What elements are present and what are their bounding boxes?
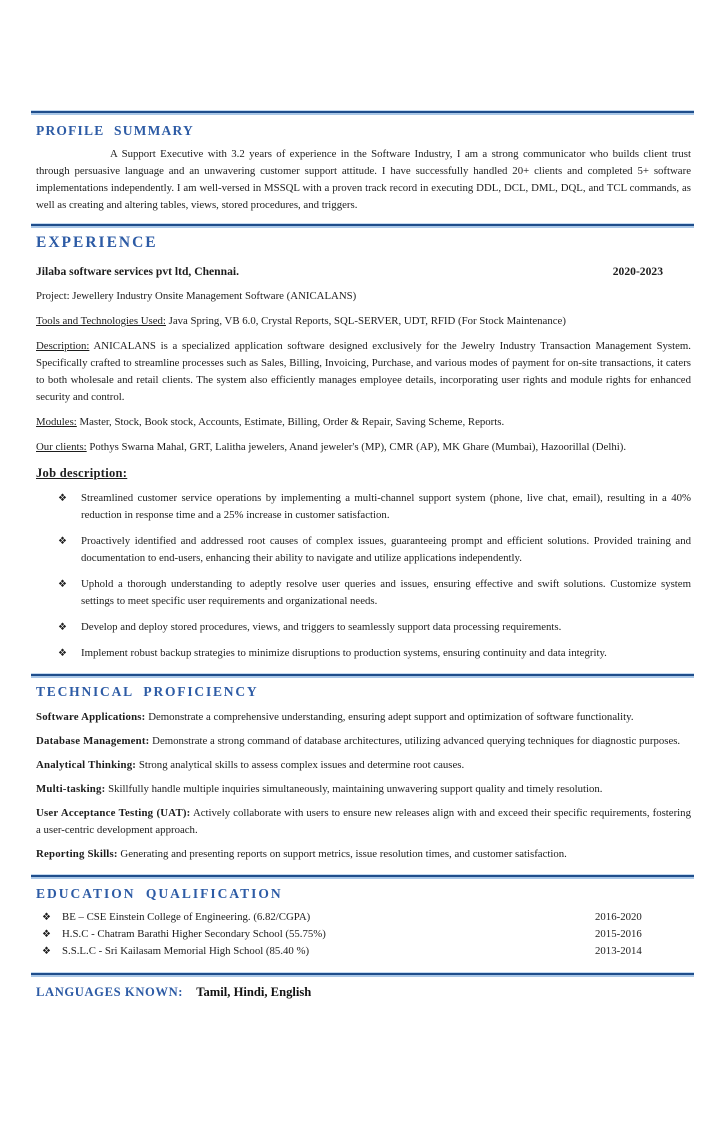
tech-item-text: Demonstrate a comprehensive understanding, ensuring adept support and optimization of software functionality. — [148, 711, 634, 723]
diamond-bullet-icon: ❖ — [42, 929, 51, 940]
table-row — [36, 926, 691, 943]
diamond-bullet-icon: ❖ — [42, 946, 51, 957]
tech-item-text: Demonstrate a strong command of database architectures, utilizing advanced querying techniques for diagnostic purposes. — [152, 735, 681, 747]
section-divider — [31, 973, 694, 975]
education-qualification-heading: EDUCATION QUALIFICATION — [36, 886, 283, 901]
job-description-list — [36, 490, 691, 662]
section-divider — [31, 224, 694, 226]
diamond-bullet-icon: ❖ — [58, 493, 67, 504]
section-divider — [31, 674, 694, 676]
tech-item-label: Database Management: — [36, 735, 150, 747]
tech-item-label: Software Applications: — [36, 711, 146, 723]
clients-line — [36, 439, 691, 456]
profile-summary-heading: PROFILE SUMMARY — [36, 123, 194, 138]
languages-known-label: LANGUAGES KNOWN: — [36, 985, 184, 999]
diamond-bullet-icon: ❖ — [58, 536, 67, 547]
section-divider — [31, 875, 694, 877]
diamond-bullet-icon: ❖ — [58, 648, 67, 659]
education-degree: BE – CSE Einstein College of Engineering. (6.82/CGPA) — [62, 911, 311, 923]
description-label: Description: — [36, 340, 90, 352]
resume-page — [0, 111, 725, 1000]
tech-item — [36, 733, 691, 750]
description-text: ANICALANS is a specialized application software designed exclusively for the Jewelry Industry Transaction Management System. Specifically crafted to streamline processes such as Sales, Billing, Invoicing, Purchase, and various modes of payment for on-site transactions, it caters to both wholesale and retail clients. The system also efficiently manages employee details, incorporating user rights and module rights for enhanced security and control. — [36, 340, 692, 403]
list-item — [36, 490, 691, 524]
education-degree: S.S.L.C - Sri Kailasam Memorial High School (85.40 %) — [62, 945, 310, 957]
modules-text: Master, Stock, Book stock, Accounts, Estimate, Billing, Order & Repair, Saving Scheme, Reports. — [79, 416, 505, 428]
tech-item-text: Actively collaborate with users to ensure new releases align with and exceed their specific requirements, fostering a user-centric development approach. — [36, 807, 691, 836]
languages-row — [36, 985, 691, 1000]
job-bullet-text: Develop and deploy stored procedures, views, and triggers to seamlessly support data processing requirements. — [81, 621, 562, 633]
company-name: Jilaba software services pvt ltd, Chennai. — [36, 265, 239, 278]
job-bullet-text: Streamlined customer service operations by implementing a multi-channel support system (phone, live chat, email), resulting in a 40% reduction in response time and a 25% increase in customer satisfaction. — [81, 492, 691, 521]
description-paragraph — [36, 338, 691, 406]
technical-proficiency-heading: TECHNICAL PROFICIENCY — [36, 684, 259, 699]
list-item — [36, 645, 691, 662]
tech-item — [36, 805, 691, 839]
table-row — [36, 943, 691, 960]
languages-known-value: Tamil, Hindi, English — [196, 985, 312, 999]
tools-label: Tools and Technologies Used: — [36, 315, 166, 327]
experience-heading: EXPERIENCE — [36, 234, 158, 251]
project-text: Jewellery Industry Onsite Management Software (ANICALANS) — [72, 290, 357, 302]
tools-line — [36, 313, 691, 330]
list-item — [36, 533, 691, 567]
tech-item-text: Generating and presenting reports on support metrics, issue resolution times, and customer satisfaction. — [120, 848, 567, 860]
table-row — [36, 909, 691, 926]
project-line — [36, 288, 691, 305]
job-bullet-text: Implement robust backup strategies to minimize disruptions to production systems, ensuring continuity and data integrity. — [81, 647, 607, 659]
tech-item-text: Strong analytical skills to assess complex issues and determine root causes. — [138, 759, 465, 771]
modules-line — [36, 414, 691, 431]
tech-item — [36, 846, 691, 863]
modules-label: Modules: — [36, 416, 77, 428]
diamond-bullet-icon: ❖ — [42, 912, 51, 923]
tech-item-label: Analytical Thinking: — [36, 759, 137, 771]
tech-item-label: User Acceptance Testing (UAT): — [36, 807, 191, 819]
diamond-bullet-icon: ❖ — [58, 622, 67, 633]
education-degree: H.S.C - Chatram Barathi Higher Secondary School (55.75%) — [62, 928, 326, 940]
diamond-bullet-icon: ❖ — [58, 579, 67, 590]
education-year: 2013-2014 — [595, 945, 642, 957]
employment-period: 2020-2023 — [612, 265, 663, 278]
experience-company-row — [36, 265, 691, 278]
project-label: Project: — [36, 290, 70, 302]
list-item — [36, 619, 691, 636]
section-divider — [31, 111, 694, 113]
tech-item — [36, 781, 691, 798]
tech-item — [36, 709, 691, 726]
tools-text: Java Spring, VB 6.0, Crystal Reports, SQL-SERVER, UDT, RFID (For Stock Maintenance) — [168, 315, 566, 327]
list-item — [36, 576, 691, 610]
job-description-heading: Job description: — [36, 466, 128, 480]
education-list — [36, 909, 691, 960]
clients-label: Our clients: — [36, 441, 87, 453]
education-year: 2016-2020 — [595, 911, 642, 923]
tech-item-label: Reporting Skills: — [36, 848, 118, 860]
education-year: 2015-2016 — [595, 928, 642, 940]
clients-text: Pothys Swarna Mahal, GRT, Lalitha jewelers, Anand jeweler's (MP), CMR (AP), MK Ghare (Mumbai), Hazoorillal (Delhi). — [89, 441, 627, 453]
tech-item-text: Skillfully handle multiple inquiries simultaneously, maintaining unwavering support quality and timely resolution. — [108, 783, 603, 795]
tech-item — [36, 757, 691, 774]
job-bullet-text: Uphold a thorough understanding to adeptly resolve user queries and issues, ensuring effective and swift solutions. Customize system settings to meet specific user requirements and organizational needs. — [81, 578, 691, 607]
job-bullet-text: Proactively identified and addressed root causes of complex issues, guaranteeing prompt and efficient solutions. Provided training and documentation to end-users, enhancing their ability to navigate and utilize applications independently. — [81, 535, 691, 564]
profile-summary-text: A Support Executive with 3.2 years of experience in the Software Industry, I am a strong communicator who builds client trust through persuasive language and an unwavering customer support attitude. I have successfully handled 20+ clients and completed 5+ software implementations independently. I am well-versed in MSSQL with a proven track record in executing DDL, DCL, DML, DQL, and TCL commands, as well as creating and altering tables, views, stored procedures, and triggers. — [36, 148, 691, 211]
tech-item-label: Multi-tasking: — [36, 783, 106, 795]
